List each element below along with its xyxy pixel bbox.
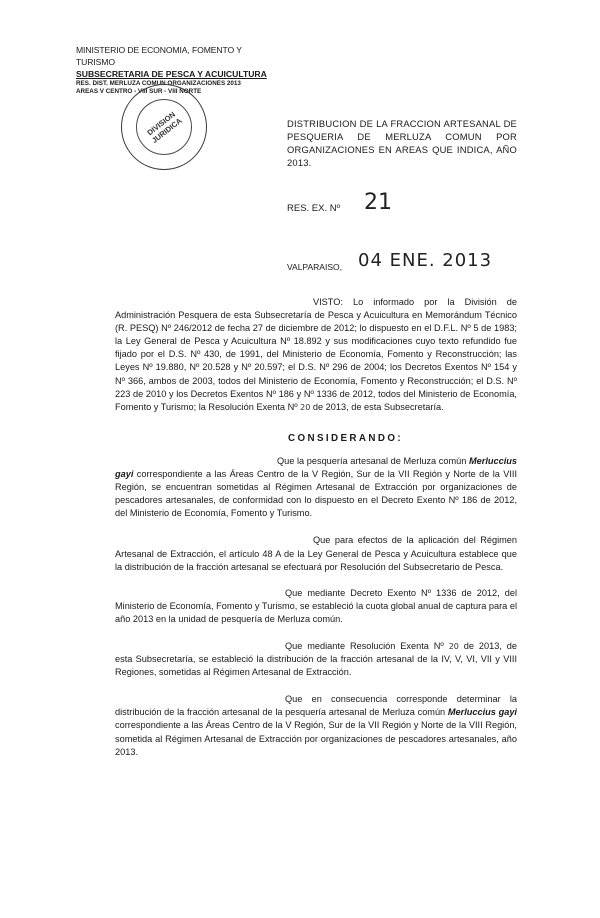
species-name: Merluccius gayi (447, 707, 517, 718)
resolution-number: 21 (364, 190, 392, 215)
considerando-paragraph-5: Que en consecuencia corresponde determinar la distribución de la fracción artesanal de la pesquería artesanal de Merluza común Merluccius gayi correspondiente a las Áreas Centro de la V Región, Sur de la VII Región y Norte de la VIII Región, sometida al Régimen Artesanal de Extracción por organizaciones de pescadores artesanales, año 2013. (115, 694, 517, 757)
handwritten-number: 20 (300, 402, 311, 412)
place-label: VALPARAISO, (287, 262, 342, 272)
subsecretaria-name: SUBSECRETARIA DE PESCA Y ACUICULTURA (76, 69, 267, 79)
considerando-paragraph-2: Que para efectos de la aplicación del Régimen Artesanal de Extracción, el artículo 48 A de la Ley General de Pesca y Acuicultura establece que la distribución de la fracción artesanal se efectuará por Resolución del Subsecretario de Pesca. (115, 535, 517, 572)
handwritten-number: 20 (448, 641, 459, 651)
ministry-name: MINISTERIO DE ECONOMIA, FOMENTO Y TURISMO (76, 45, 242, 67)
visto-paragraph: VISTO: Lo informado por la División de Administración Pesquera de esta Subsecretaría de Pesca y Acuicultura en Memorándum Técnico (R. PESQ) Nº 246/2012 de fecha 27 de diciembre de 2012; lo dispuesto en el D.F.L. Nº 5 de 1983; la Ley General de Pesca y Acuicultura Nº 18.892 y sus modificaciones cuyo texto refundido fue fijado por el D.S. Nº 430, de 1991, del Ministerio de Economía, Fomento y Reconstrucción; las Leyes Nº 19.880, Nº 20.528 y Nº 20.597; el D.S. Nº 296 de 2004; los Decretos Exentos Nº 154 y Nº 366, ambos de 2003, todos del Ministerio de Economía, Fomento y Reconstrucción; el D.S. Nº 223 de 2010 y los Decretos Exentos Nº 186 y Nº 1336 de 2012, todos del Ministerio de Economía, Fomento y Turismo; la Resolución Exenta Nº 20 de 2013, de esta Subsecretaría. (115, 297, 517, 412)
resolution-label: RES. EX. Nº (287, 203, 341, 214)
resolution-subject: DISTRIBUCION DE LA FRACCION ARTESANAL DE PESQUERIA DE MERLUZA COMUN POR ORGANIZACIONES EN AREAS QUE INDICA, AÑO 2013. (287, 118, 517, 168)
considerando-heading: CONSIDERANDO: (288, 432, 404, 444)
header-areas-line: AREAS V CENTRO - VIII SUR - VIII NORTE (76, 88, 202, 95)
resolution-date-stamp: 04 ENE. 2013 (358, 250, 493, 271)
considerando-paragraph-3: Que mediante Decreto Exento Nº 1336 de 2012, del Ministerio de Economía, Fomento y Turismo, se estableció la cuota global anual de captura para el año 2013 en la unidad de pesquería de Merluza común. (115, 587, 517, 624)
header-reference-line: RES. DIST. MERLUZA COMUN ORGANIZACIONES 2013 (76, 80, 241, 87)
considerando-paragraph-4: Que mediante Resolución Exenta Nº 20 de 2013, de esta Subsecretaría, se estableció la distribución de la fracción artesanal de la IV, V, VI, VII y VIII Regiones, sometidas al Régimen Artesanal de Extracción. (115, 640, 517, 678)
considerando-paragraph-1: Que la pesquería artesanal de Merluza común Merluccius gayi correspondiente a las Áreas Centro de la V Región, Sur de la VII Región y Norte de la VIII Región, se encuentran sometidas al Régimen Artesanal de Extracción por organizaciones de pescadores artesanales, de conformidad con lo dispuesto en el Decreto Exento Nº 186 de 2012, del Ministerio de Economía, Fomento y Turismo. (115, 455, 517, 519)
seal-text: DIVISION JURIDICA (145, 109, 184, 146)
juridica-seal-stamp (121, 84, 207, 170)
document-body (115, 296, 517, 759)
species-name: Merluccius gayi (115, 455, 517, 480)
